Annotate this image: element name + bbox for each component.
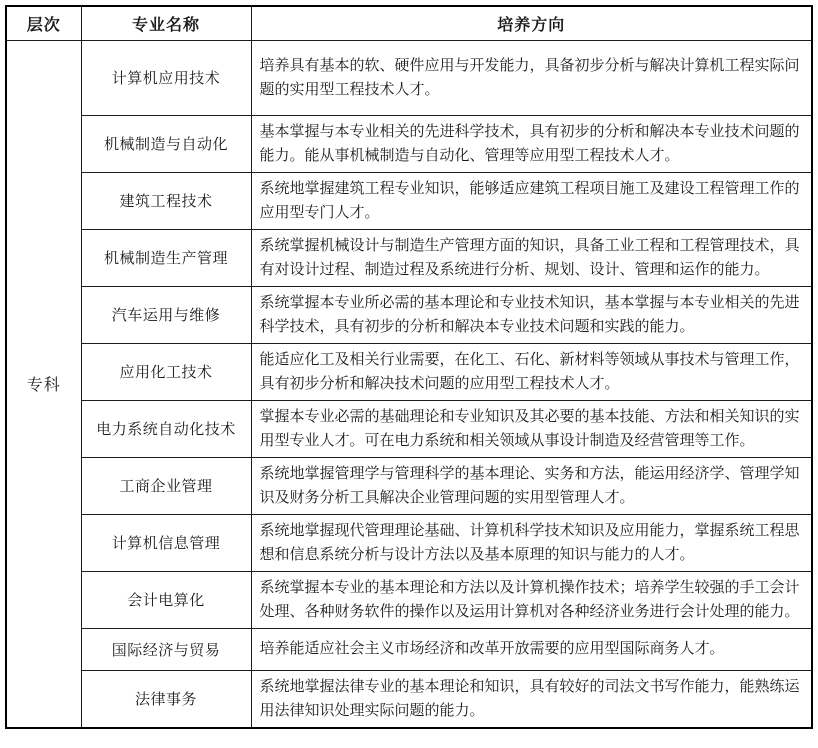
header-level: 层次	[6, 6, 81, 40]
direction-cell: 系统地掌握管理学与管理科学的基本理论、实务和方法，能运用经济学、管理学知识及财务分析工具解决企业管理问题的实用型管理人才。	[251, 457, 812, 514]
major-name-cell: 国际经济与贸易	[81, 628, 251, 670]
direction-cell: 系统地掌握现代管理理论基础、计算机科学技术知识及应用能力，掌握系统工程思想和信息系统分析与设计方法以及基本原理的知识与能力的人才。	[251, 514, 812, 571]
direction-cell: 能适应化工及相关行业需要，在化工、石化、新材料等领域从事技术与管理工作，具有初步分析和解决技术问题的应用型工程技术人才。	[251, 343, 812, 400]
major-name-cell: 电力系统自动化技术	[81, 400, 251, 457]
major-name-cell: 法律事务	[81, 670, 251, 728]
major-name-cell: 工商企业管理	[81, 457, 251, 514]
direction-cell: 系统掌握本专业的基本理论和方法以及计算机操作技术；培养学生较强的手工会计处理、各种财务软件的操作以及运用计算机对各种经济业务进行会计处理的能力。	[251, 571, 812, 628]
table-row	[6, 115, 812, 172]
direction-cell: 培养具有基本的软、硬件应用与开发能力，具备初步分析与解决计算机工程实际问题的实用型工程技术人才。	[251, 40, 812, 115]
major-name-cell: 汽车运用与维修	[81, 286, 251, 343]
table-row	[6, 571, 812, 628]
table-row	[6, 343, 812, 400]
major-name-cell: 应用化工技术	[81, 343, 251, 400]
table-body	[6, 40, 812, 728]
direction-cell: 系统掌握机械设计与制造生产管理方面的知识，具备工业工程和工程管理技术，具有对设计过程、制造过程及系统进行分析、规划、设计、管理和运作的能力。	[251, 229, 812, 286]
table-row	[6, 286, 812, 343]
direction-cell: 系统掌握本专业所必需的基本理论和专业技术知识，基本掌握与本专业相关的先进科学技术，具有初步的分析和解决本专业技术问题和实践的能力。	[251, 286, 812, 343]
direction-cell: 系统地掌握法律专业的基本理论和知识，具有较好的司法文书写作能力，能熟练运用法律知识处理实际问题的能力。	[251, 670, 812, 728]
major-name-cell: 建筑工程技术	[81, 172, 251, 229]
direction-cell: 系统地掌握建筑工程专业知识，能够适应建筑工程项目施工及建设工程管理工作的应用型专门人才。	[251, 172, 812, 229]
direction-cell: 基本掌握与本专业相关的先进科学技术，具有初步的分析和解决本专业技术问题的能力。能从事机械制造与自动化、管理等应用型工程技术人才。	[251, 115, 812, 172]
header-row	[6, 6, 812, 40]
direction-cell: 培养能适应社会主义市场经济和改革开放需要的应用型国际商务人才。	[251, 628, 812, 670]
table-row	[6, 628, 812, 670]
table-row	[6, 172, 812, 229]
direction-cell: 掌握本专业必需的基础理论和专业知识及其必要的基本技能、方法和相关知识的实用型专业人才。可在电力系统和相关领域从事设计制造及经营管理等工作。	[251, 400, 812, 457]
majors-table	[5, 5, 813, 729]
header-major-name: 专业名称	[81, 6, 251, 40]
major-name-cell: 机械制造与自动化	[81, 115, 251, 172]
table-row	[6, 400, 812, 457]
major-name-cell: 计算机应用技术	[81, 40, 251, 115]
major-name-cell: 机械制造生产管理	[81, 229, 251, 286]
level-cell: 专科	[6, 40, 81, 728]
table-row	[6, 40, 812, 115]
major-name-cell: 计算机信息管理	[81, 514, 251, 571]
major-name-cell: 会计电算化	[81, 571, 251, 628]
table-row	[6, 457, 812, 514]
table-row	[6, 514, 812, 571]
table-row	[6, 229, 812, 286]
table-row	[6, 670, 812, 728]
header-training-direction: 培养方向	[251, 6, 812, 40]
